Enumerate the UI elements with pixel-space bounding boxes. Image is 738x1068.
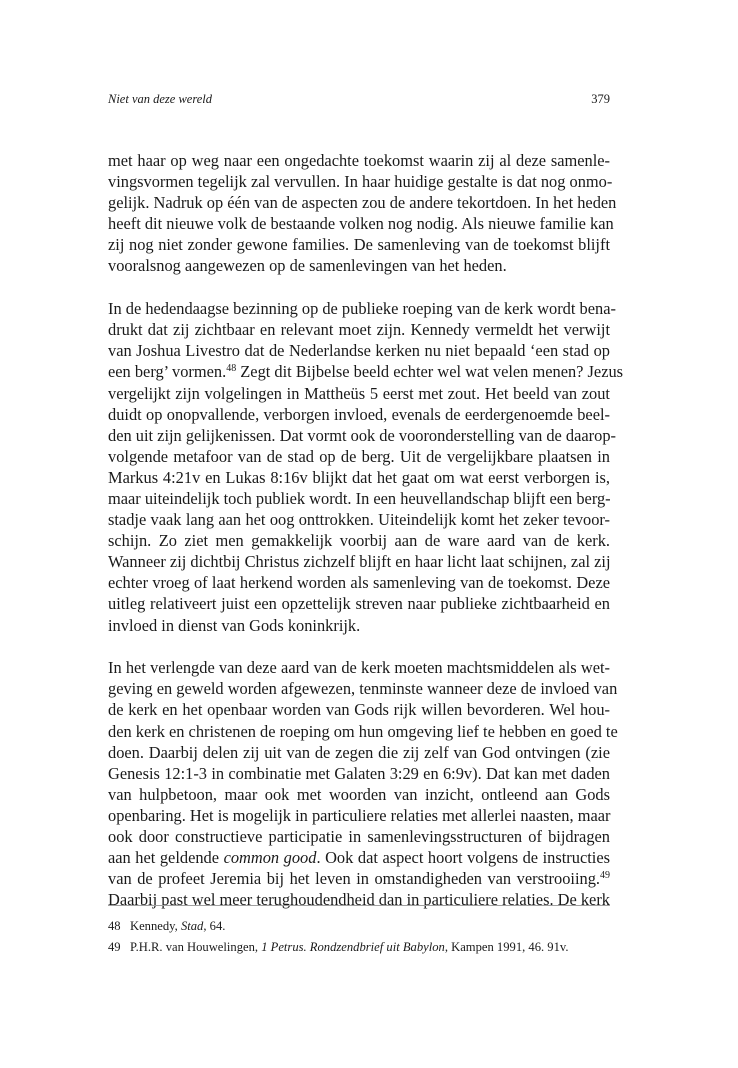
footnotes — [108, 916, 610, 958]
italic-term: common good — [223, 848, 317, 868]
body-text — [108, 150, 624, 910]
footnote-text: , Kampen 1991, 46. 91v. — [444, 940, 569, 954]
text-line: zij nog niet zonder gewone families. De samenleving van de toekomst blijft — [108, 235, 610, 255]
text-line: van Joshua Livestro dat de Nederlandse kerken nu niet bepaald ‘een stad op — [108, 341, 610, 361]
text-line: openbaring. Het is mogelijk in particuliere relaties met allerlei naasten, maar — [108, 805, 611, 825]
text-line: den uit zijn gelijkenissen. Dat vormt ook de vooronderstelling van de daarop- — [108, 425, 616, 445]
footnote-49 — [108, 937, 610, 958]
text-segment: een berg’ vormen. — [108, 362, 227, 382]
text-line: maar uiteindelijk toch publiek wordt. In een heuvellandschap blijft een berg- — [108, 489, 611, 508]
text-line: de kerk en het openbaar worden van Gods rijk willen bevorderen. Wel hou- — [108, 700, 610, 720]
text-line: uitleg relativeert juist een opzettelijk streven naar publieke zichtbaarheid en — [108, 594, 610, 614]
text-line: Markus 4:21v en Lukas 8:16v blijkt dat het gaat om wat eerst verborgen is, — [108, 467, 610, 487]
text-line: vingsvormen tegelijk zal vervullen. In haar huidige gestalte is dat nog onmo- — [108, 172, 613, 192]
footnote-text: P.H.R. van Houwelingen, — [130, 940, 262, 954]
text-line: van hulpbetoon, maar ook met woorden van inzicht, ontleend aan Gods — [108, 784, 610, 804]
text-segment: aan het geldende — [108, 848, 224, 868]
text-line-with-footnote-ref — [108, 361, 624, 382]
text-line: Wanneer zij dichtbij Christus zichzelf blijft en haar licht laat schijnen, zal zij — [108, 552, 611, 572]
text-line: drukt dat zij zichtbaar en relevant moet zijn. Kennedy vermeldt het verwijt — [108, 320, 610, 340]
text-line: Daarbij past wel meer terughoudendheid dan in particuliere relaties. De kerk — [108, 890, 610, 910]
footnote-divider — [108, 905, 610, 906]
text-line: In het verlengde van deze aard van de kerk moeten machtsmiddelen als wet- — [108, 658, 610, 678]
footnote-ref-48[interactable]: 48 — [226, 363, 237, 375]
text-segment: Zegt dit Bijbelse beeld echter wel wat velen menen? Jezus — [236, 362, 624, 382]
text-line: invloed in dienst van Gods koninkrijk. — [108, 615, 361, 635]
footnote-48 — [108, 916, 610, 937]
text-line: vooralsnog aangewezen op de samenlevingen van het heden. — [108, 256, 507, 276]
text-line: stadje vaak lang aan het oog onttrokken. Uiteindelijk komt het zeker tevoor- — [108, 510, 610, 530]
text-line: geving en geweld worden afgewezen, tenminste wanneer deze de invloed van — [108, 679, 618, 699]
footnote-italic: 1 Petrus. Rondzendbrief uit Babylon — [261, 940, 445, 954]
text-line: schijn. Zo ziet men gemakkelijk voorbij aan de ware aard van de kerk. — [108, 531, 610, 551]
text-line: volgende metafoor van de stad op de berg. Uit de vergelijkbare plaatsen in — [108, 446, 610, 466]
text-line: echter vroeg of laat herkend worden als samenleving van de toekomst. Deze — [108, 573, 610, 593]
text-line-with-italic — [108, 847, 610, 868]
text-line: Genesis 12:1-3 in combinatie met Galaten 3:29 en 6:9v). Dat kan met daden — [108, 763, 610, 783]
footnote-number: 49 — [108, 940, 121, 954]
running-header — [108, 92, 610, 110]
page-number: 379 — [591, 92, 610, 106]
footnote-number: 48 — [108, 919, 121, 933]
text-line: gelijk. Nadruk op één van de aspecten zou de andere tekortdoen. In het heden — [108, 193, 617, 213]
text-line: ook door constructieve participatie in samenlevingsstructuren of bijdragen — [108, 827, 610, 846]
text-line: duidt op onopvallende, verborgen invloed, evenals de eerdergenoemde beel- — [108, 404, 610, 424]
footnote-italic: Stad — [180, 919, 204, 933]
text-segment: . Ook dat aspect hoort volgens de instructies — [316, 848, 610, 868]
footnote-text: Kennedy, — [130, 919, 181, 933]
text-line: doen. Daarbij delen zij uit van de zegen die zij zelf van God ontvingen (zie — [108, 742, 610, 762]
paragraph-3 — [108, 657, 618, 910]
paragraph-1 — [108, 150, 617, 277]
text-line-with-footnote-ref — [108, 868, 610, 889]
text-line: In de hedendaagse bezinning op de publieke roeping van de kerk wordt bena- — [108, 299, 616, 319]
footnote-ref-49[interactable]: 49 — [600, 870, 610, 882]
footnote-text: , 64. — [203, 919, 226, 933]
text-line: heeft dit nieuwe volk de bestaande volken nog nodig. Als nieuwe familie kan — [108, 214, 614, 234]
paragraph-2 — [108, 298, 624, 636]
text-line: den kerk en christenen de roeping om hun omgeving lief te hebben en goed te — [108, 721, 618, 741]
text-segment: van de profeet Jeremia bij het leven in omstandigheden van verstrooiing. — [108, 869, 600, 889]
text-line: met haar op weg naar een ongedachte toekomst waarin zij al deze samenle- — [108, 151, 610, 170]
running-title: Niet van deze wereld — [108, 92, 213, 106]
text-line: vergelijkt zijn volgelingen in Mattheüs 5 eerst met zout. Het beeld van zout — [108, 383, 610, 403]
